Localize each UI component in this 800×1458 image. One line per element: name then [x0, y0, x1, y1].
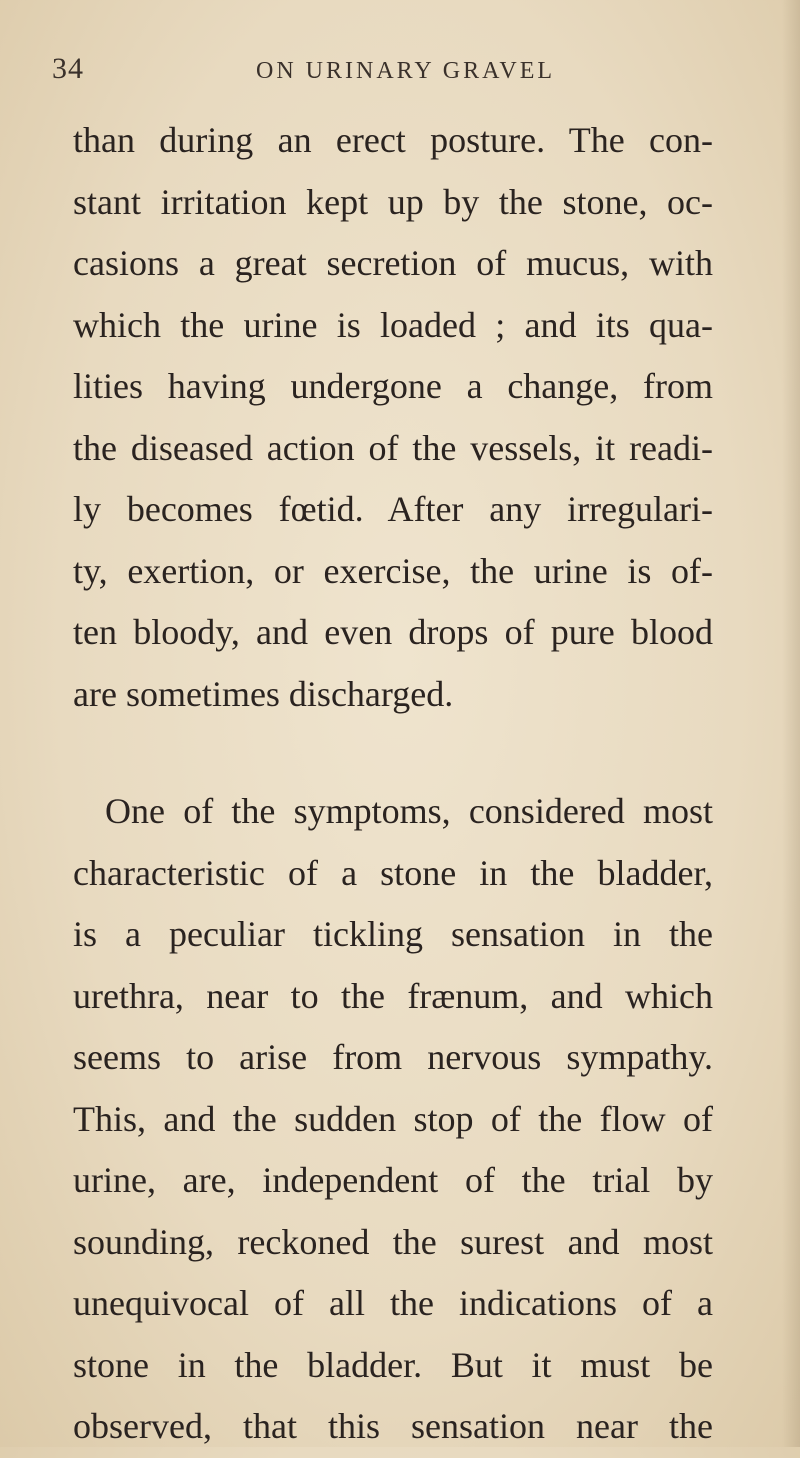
text-line: urine, are, independent of the trial by	[73, 1160, 713, 1200]
text-line: This, and the sudden stop of the flow of	[73, 1098, 713, 1139]
text-line: ly becomes fœtid. After any irregulari-	[73, 489, 713, 529]
text-line: casions a great secretion of mucus, with	[73, 243, 713, 283]
page-edge-shadow	[782, 0, 800, 1447]
text-line: seems to arise from nervous sympathy.	[73, 1037, 713, 1077]
text-line: stant irritation kept up by the stone, oc-	[73, 181, 713, 222]
text-line: the diseased action of the vessels, it readi-	[73, 427, 713, 468]
text-line: lities having undergone a change, from	[73, 366, 713, 406]
text-line: are sometimes discharged.	[73, 673, 454, 714]
running-title: ON URINARY GRAVEL	[256, 58, 556, 84]
text-line: urethra, near to the frænum, and which	[73, 975, 713, 1016]
text-line: characteristic of a stone in the bladder,	[73, 852, 713, 893]
body-text	[73, 110, 713, 1458]
text-line: unequivocal of all the indications of a	[73, 1283, 713, 1323]
text-line: ten bloody, and even drops of pure blood	[73, 612, 713, 652]
page-number: 34	[52, 52, 84, 85]
text-line: stone in the bladder. But it must be	[73, 1344, 713, 1385]
text-line: ty, exertion, or exercise, the urine is of-	[73, 550, 713, 591]
paragraph-gap	[73, 725, 713, 781]
text-line: sounding, reckoned the surest and most	[73, 1221, 713, 1262]
running-head	[52, 52, 752, 92]
text-line: than during an erect posture. The con-	[73, 120, 713, 160]
text-line: is a peculiar tickling sensation in the	[73, 914, 713, 954]
text-line: One of the symptoms, considered most	[105, 791, 713, 831]
paragraph-1	[73, 110, 713, 725]
text-line: observed, that this sensation near the	[73, 1406, 713, 1446]
text-line: which the urine is loaded ; and its qua-	[73, 304, 713, 345]
paragraph-2	[73, 781, 713, 1458]
